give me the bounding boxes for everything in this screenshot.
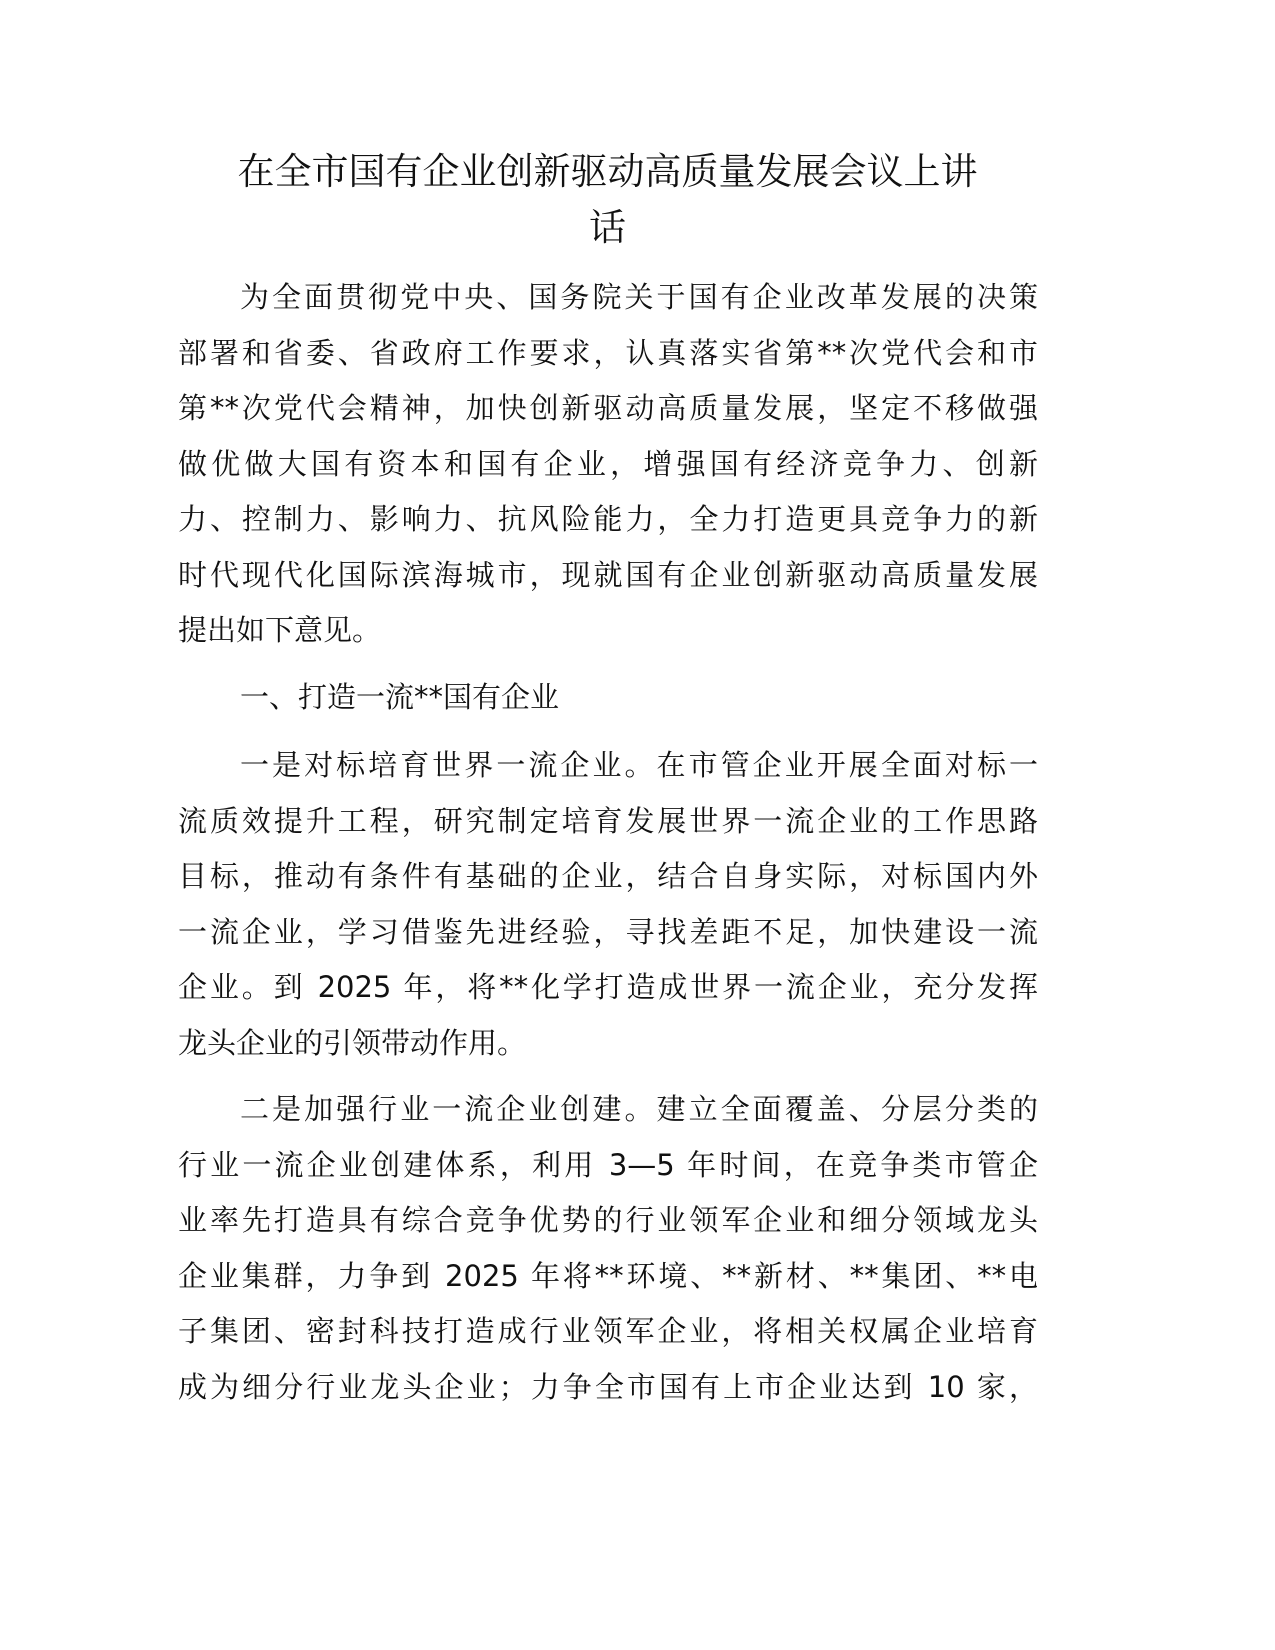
title-line: 话 xyxy=(589,206,626,249)
text-line: 业率先打造具有综合竞争优势的行业领军企业和细分领域龙头 xyxy=(178,1203,1038,1237)
document-title xyxy=(150,144,1065,256)
text-line: 成为细分行业龙头企业；力争全市国有上市企业达到 10 家， xyxy=(178,1369,1038,1404)
heading-line: 一、打造一流**国有企业 xyxy=(240,680,560,714)
text-line: 子集团、密封科技打造成行业领军企业，将相关权属企业培育 xyxy=(178,1314,1038,1348)
text-line: 第**次党代会精神，加快创新驱动高质量发展，坚定不移做强 xyxy=(178,391,1038,425)
text-line: 为全面贯彻党中央、国务院关于国有企业改革发展的决策 xyxy=(240,280,1038,314)
text-line: 一流企业，学习借鉴先进经验，寻找差距不足，加快建设一流 xyxy=(178,914,1038,949)
title-line: 在全市国有企业创新驱动高质量发展会议上讲 xyxy=(237,150,978,193)
text-line: 力、控制力、影响力、抗风险能力，全力打造更具竞争力的新 xyxy=(178,502,1038,536)
text-line: 二是加强行业一流企业创建。建立全面覆盖、分层分类的 xyxy=(240,1092,1038,1126)
text-line: 企业集群，力争到 2025 年将**环境、**新材、**集团、**电 xyxy=(178,1258,1038,1293)
text-line: 做优做大国有资本和国有企业，增强国有经济竞争力、创新 xyxy=(178,446,1038,481)
paragraph-industry xyxy=(178,1082,1038,1415)
text-line: 部署和省委、省政府工作要求，认真落实省第**次党代会和市 xyxy=(178,335,1038,370)
text-line: 企业。到 2025 年，将**化学打造成世界一流企业，充分发挥 xyxy=(178,970,1038,1004)
text-line: 流质效提升工程，研究制定培育发展世界一流企业的工作思路 xyxy=(178,803,1038,838)
section-heading xyxy=(178,670,1038,726)
text-line: 时代现代化国际滨海城市，现就国有企业创新驱动高质量发展 xyxy=(178,557,1038,592)
paragraph-world-class xyxy=(178,738,1038,1071)
text-line: 目标，推动有条件有基础的企业，结合自身实际，对标国内外 xyxy=(178,859,1038,893)
paragraph-intro xyxy=(178,270,1038,659)
text-line: 龙头企业的引领带动作用。 xyxy=(178,1025,527,1060)
text-line: 一是对标培育世界一流企业。在市管企业开展全面对标一 xyxy=(240,748,1038,782)
text-line: 提出如下意见。 xyxy=(178,613,382,647)
text-line: 行业一流企业创建体系，利用 3—5 年时间，在竞争类市管企 xyxy=(178,1147,1038,1182)
